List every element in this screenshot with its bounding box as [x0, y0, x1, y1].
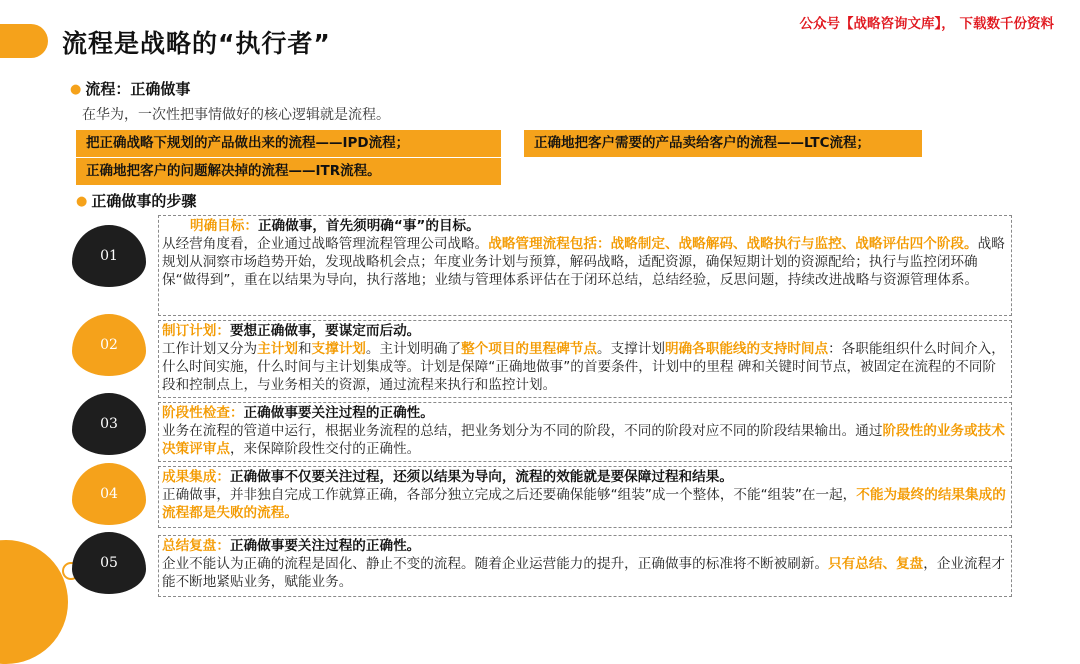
- step-lead: 正确做事不仅要关注过程，还须以结果为导向，流程的效能就是要保障过程和结果。: [229, 469, 733, 485]
- section-heading-steps: [76, 190, 196, 211]
- section-heading-text: 正确做事的步骤: [91, 192, 197, 210]
- step-box-04: [158, 466, 1012, 528]
- step-badge-05: 05: [72, 532, 146, 594]
- step-heading: 制订计划：要想正确做事，要谋定而后动。: [162, 323, 421, 339]
- step-badge-01: 01: [72, 225, 146, 287]
- step-lead: 正确做事要关注过程的正确性。: [229, 538, 421, 554]
- step-box-05: [158, 535, 1012, 597]
- step-heading: 明确目标：正确做事，首先须明确“事”的目标。: [190, 218, 480, 234]
- step-lead: 正确做事要关注过程的正确性。: [243, 405, 434, 421]
- step-lead: 要想正确做事，要谋定而后动。: [229, 323, 421, 339]
- page-title: 流程是战略的“执行者”: [62, 29, 331, 58]
- section-heading-text: 流程：正确做事: [85, 80, 191, 98]
- section-heading-process: [70, 78, 190, 99]
- step-body: 从经营角度看，企业通过战略管理流程管理公司战略。战略管理流程包括：战略制定、战略解码、战略执行与监控、战略评估四个阶段。战略规划从洞察市场趋势开始，发现战略机会点；年度业务计划与预算，解码战略，适配资源，确保短期计划的资源配给；执行与监控闭环确保“做得到”，重在以结果为导向，执行落地；业绩与管理体系评估在于闭环总结，总结经验，反思问题，持续改进战略与资源管理体系。: [162, 236, 1005, 288]
- step-label: 成果集成: [162, 469, 217, 485]
- decorative-circle: [0, 540, 68, 664]
- step-label: 制订计划: [162, 323, 217, 339]
- step-badge-03: 03: [72, 393, 146, 455]
- step-body: 正确做事，并非独自完成工作就算正确，各部分独立完成之后还要确保能够“组装”成一个整体，不能“组装”在一起，不能为最终的结果集成的流程都是失败的流程。: [162, 487, 1006, 521]
- step-badge-04: 04: [72, 463, 146, 525]
- step-lead: 正确做事，首先须明确“事”的目标。: [257, 218, 480, 234]
- step-label: 阶段性检查: [162, 405, 230, 421]
- step-heading: 总结复盘：正确做事要关注过程的正确性。: [162, 538, 421, 554]
- highlight-itr: 正确地把客户的问题解决掉的流程——ITR流程。: [76, 158, 501, 185]
- step-badge-02: 02: [72, 314, 146, 376]
- step-box-03: [158, 402, 1012, 462]
- step-box-01: [158, 215, 1012, 316]
- step-heading: 阶段性检查：正确做事要关注过程的正确性。: [162, 405, 434, 421]
- step-label: 明确目标: [190, 218, 245, 234]
- intro-text: 在华为，一次性把事情做好的核心逻辑就是流程。: [82, 107, 390, 123]
- promo-banner: 公众号【战略咨询文库】， 下载数千份资料: [799, 16, 1054, 32]
- bullet-dot-icon: ●: [76, 194, 88, 209]
- title-accent-bar: [0, 24, 48, 58]
- bullet-dot-icon: ●: [70, 82, 82, 97]
- step-body: 业务在流程的管道中运行，根据业务流程的总结，把业务划分为不同的阶段，不同的阶段对应不同的阶段结果输出。通过阶段性的业务或技术决策评审点，来保障阶段性交付的正确性。: [162, 423, 1005, 457]
- step-body: 企业不能认为正确的流程是固化、静止不变的流程。随着企业运营能力的提升，正确做事的标准将不断被刷新。只有总结、复盘，企业流程才能不断地紧贴业务，赋能业务。: [162, 556, 1005, 590]
- step-box-02: [158, 320, 1012, 398]
- step-body: 工作计划又分为主计划和支撑计划。主计划明确了整个项目的里程碑节点。支撑计划明确各职能线的支持时间点：各职能组织什么时间介入，什么时间实施，什么时间与主计划集成等。计划是保障“正确地做事”的首要条件，计划中的里程 碑和关键时间节点，被固定在流程的不同阶段和控制点上，与业务相关的资源，通过流程来执行和监控计划。: [162, 341, 1005, 393]
- highlight-ltc: 正确地把客户需要的产品卖给客户的流程——LTC流程；: [524, 130, 922, 157]
- step-label: 总结复盘: [162, 538, 217, 554]
- step-heading: 成果集成：正确做事不仅要关注过程，还须以结果为导向，流程的效能就是要保障过程和结果。: [162, 469, 733, 485]
- highlight-ipd: 把正确战略下规划的产品做出来的流程——IPD流程；: [76, 130, 501, 157]
